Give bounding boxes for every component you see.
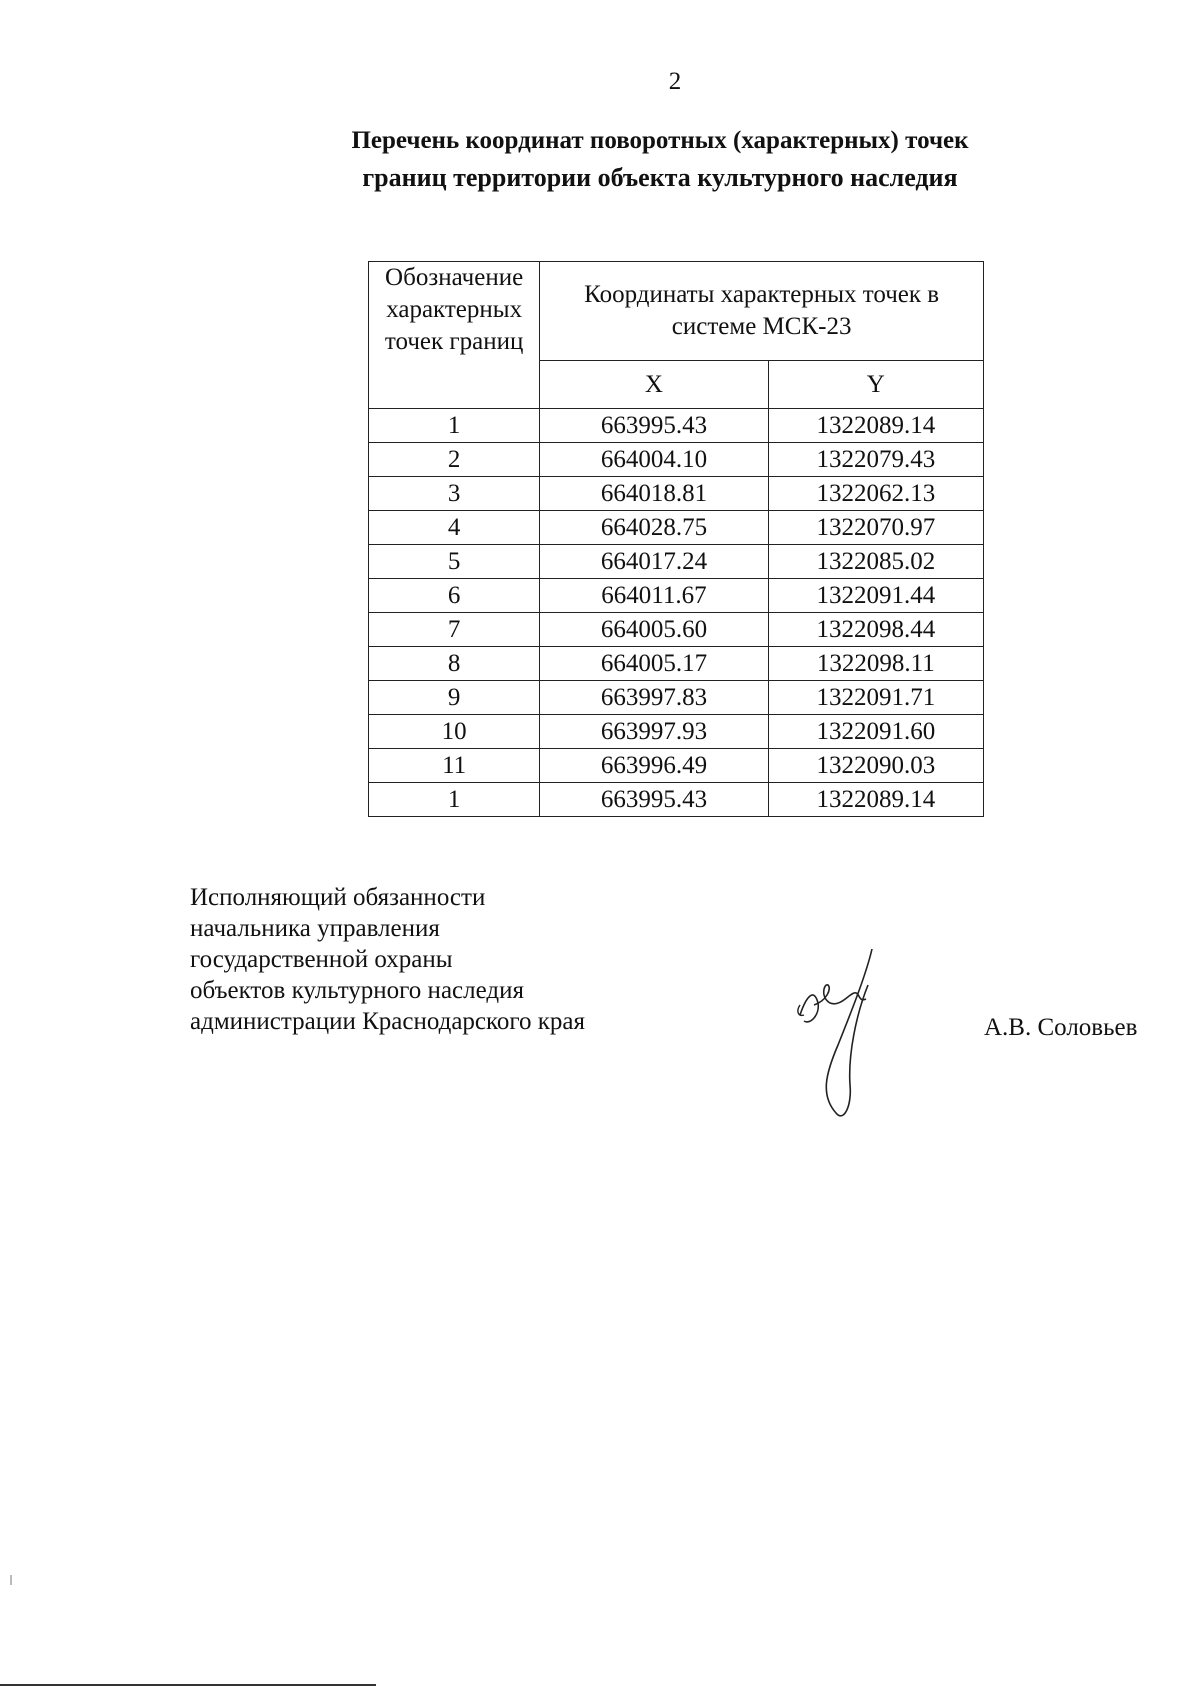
y-coordinate-cell: 1322089.14	[768, 409, 983, 443]
x-coordinate-cell: 664017.24	[540, 545, 768, 579]
scan-artifact	[10, 1575, 12, 1585]
table-row	[369, 443, 984, 477]
x-coordinate-cell: 664011.67	[540, 579, 768, 613]
header-coordinates-line: системе МСК-23	[671, 313, 852, 340]
position-line: администрации Краснодарского края	[190, 1008, 586, 1035]
header-x: X	[540, 361, 768, 409]
position-line: Исполняющий обязанности	[190, 884, 486, 911]
header-designation-line: точек границ	[384, 328, 524, 355]
header-point-designation	[369, 262, 540, 409]
y-coordinate-cell: 1322089.14	[768, 783, 983, 817]
table-row	[369, 409, 984, 443]
x-coordinate-cell: 664005.60	[540, 613, 768, 647]
x-coordinate-cell: 663996.49	[540, 749, 768, 783]
y-coordinate-cell: 1322079.43	[768, 443, 983, 477]
page-number: 2	[668, 68, 682, 95]
point-number-cell: 4	[369, 511, 540, 545]
point-number-cell: 6	[369, 579, 540, 613]
table-row	[369, 715, 984, 749]
table-row	[369, 545, 984, 579]
point-number-cell: 3	[369, 477, 540, 511]
x-coordinate-cell: 663995.43	[540, 409, 768, 443]
point-number-cell: 8	[369, 647, 540, 681]
position-line: объектов культурного наследия	[190, 977, 524, 1004]
x-coordinate-cell: 664018.81	[540, 477, 768, 511]
point-number-cell: 2	[369, 443, 540, 477]
x-coordinate-cell: 663995.43	[540, 783, 768, 817]
point-number-cell: 5	[369, 545, 540, 579]
signature-position-block	[190, 882, 585, 1037]
y-coordinate-cell: 1322098.11	[768, 647, 983, 681]
point-number-cell: 1	[369, 409, 540, 443]
y-coordinate-cell: 1322062.13	[768, 477, 983, 511]
table-row	[369, 681, 984, 715]
footer-rule	[0, 1684, 376, 1686]
point-number-cell: 9	[369, 681, 540, 715]
coordinates-table	[368, 261, 984, 817]
document-title-line-2: границ территории объекта культурного наследия	[362, 163, 958, 192]
position-line: государственной охраны	[190, 946, 453, 973]
header-y: Y	[768, 361, 983, 409]
y-coordinate-cell: 1322091.71	[768, 681, 983, 715]
table-row	[369, 613, 984, 647]
x-coordinate-cell: 664028.75	[540, 511, 768, 545]
table-row	[369, 647, 984, 681]
header-designation-line: характерных	[386, 296, 523, 323]
y-coordinate-cell: 1322091.60	[768, 715, 983, 749]
header-designation-line: Обозначение	[385, 264, 524, 291]
y-coordinate-cell: 1322085.02	[768, 545, 983, 579]
header-coordinates-line: Координаты характерных точек в	[584, 281, 940, 308]
table-row	[369, 783, 984, 817]
document-title-line-1: Перечень координат поворотных (характерных) точек	[351, 127, 969, 154]
x-coordinate-cell: 663997.83	[540, 681, 768, 715]
y-coordinate-cell: 1322070.97	[768, 511, 983, 545]
x-coordinate-cell: 664004.10	[540, 443, 768, 477]
table-row	[369, 749, 984, 783]
point-number-cell: 11	[369, 749, 540, 783]
point-number-cell: 1	[369, 783, 540, 817]
signatory-name: А.В. Соловьев	[984, 1014, 1138, 1041]
y-coordinate-cell: 1322098.44	[768, 613, 983, 647]
handwritten-signature	[780, 945, 900, 1125]
table-row	[369, 477, 984, 511]
x-coordinate-cell: 663997.93	[540, 715, 768, 749]
position-line: начальника управления	[190, 915, 440, 942]
point-number-cell: 7	[369, 613, 540, 647]
table-row	[369, 579, 984, 613]
point-number-cell: 10	[369, 715, 540, 749]
header-coordinates	[540, 262, 984, 361]
x-coordinate-cell: 664005.17	[540, 647, 768, 681]
y-coordinate-cell: 1322090.03	[768, 749, 983, 783]
table-row	[369, 511, 984, 545]
y-coordinate-cell: 1322091.44	[768, 579, 983, 613]
